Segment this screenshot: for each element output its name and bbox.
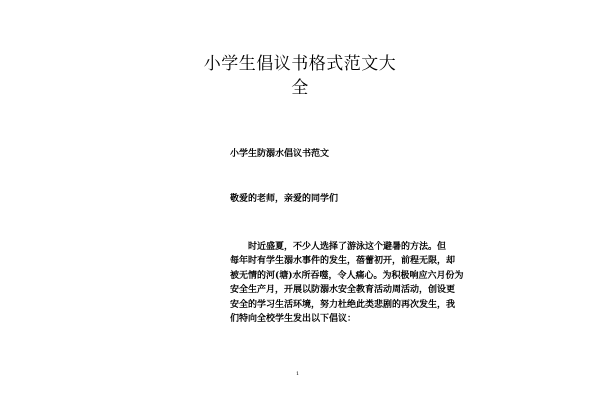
body-paragraph (230, 240, 464, 326)
body-line-5: 安全的学习生活环境，努力杜绝此类悲剧的再次发生，我 (230, 299, 456, 310)
body-line-2: 每年时有学生溺水事件的发生，蓓蕾初开，前程无限，却 (230, 256, 456, 267)
title-line-2: 全 (291, 78, 309, 98)
body-line-1: 时近盛夏，不少人选择了游泳这个避暑的方法。但 (248, 242, 447, 252)
title-line-1: 小学生倡议书格式范文大 (203, 54, 397, 74)
body-line-4: 安全生产月，开展以防溺水安全教育活动周活动，创设更 (230, 285, 456, 296)
document-title (190, 52, 410, 100)
body-line-6: 们特向全校学生发出以下倡议： (230, 314, 357, 325)
page-number: 1 (296, 371, 300, 377)
salutation: 敬爱的老师，亲爱的同学们 (230, 194, 339, 204)
section-heading: 小学生防溺水倡议书范文 (230, 149, 330, 159)
body-line-3: 被无情的河(塘)水所吞噬，令人痛心。为积极响应六月份为 (230, 270, 464, 281)
